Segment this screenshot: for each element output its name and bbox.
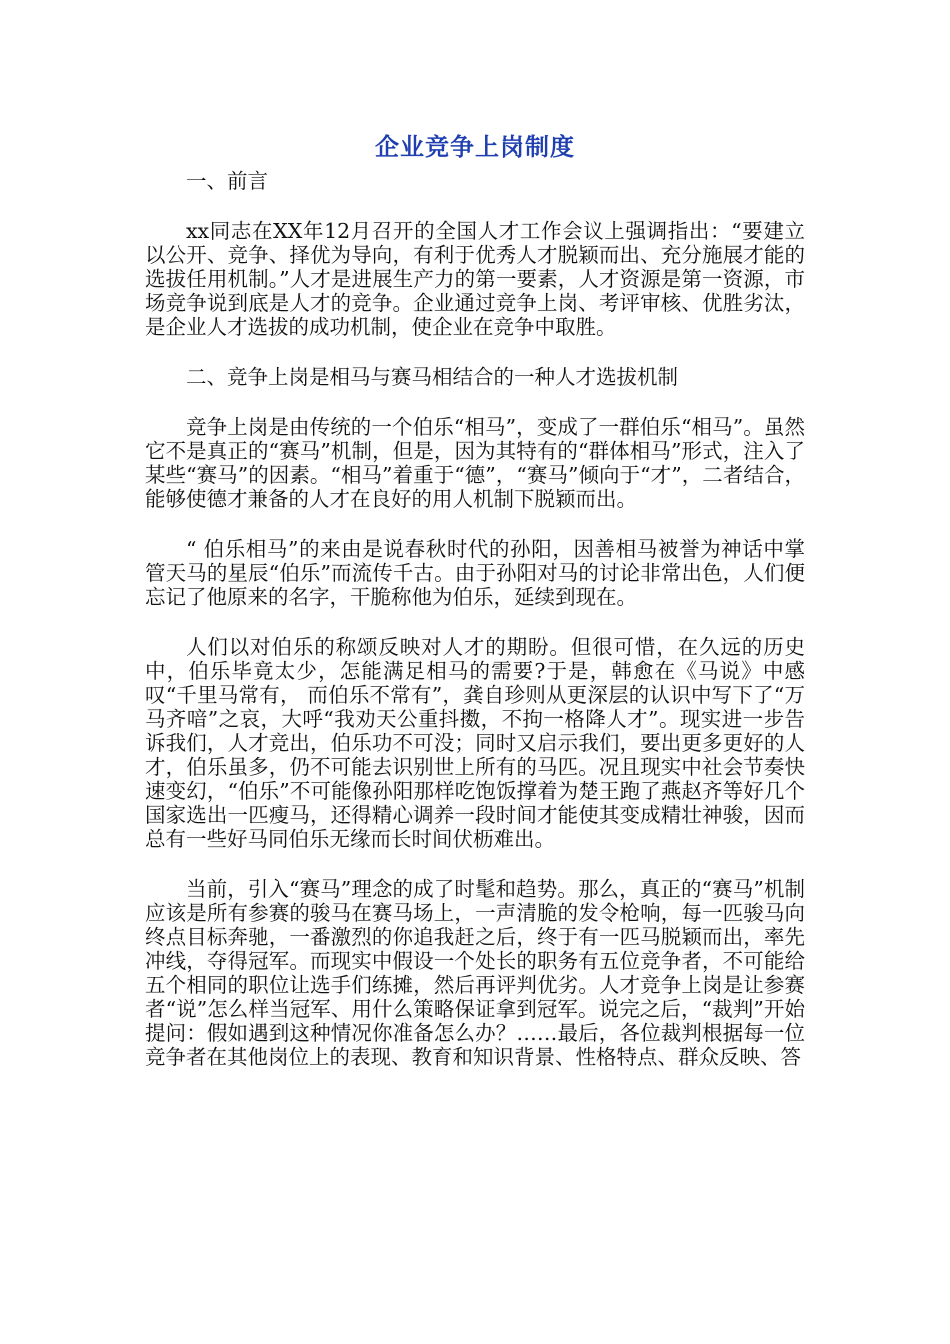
paragraph-2-3: 人们以对伯乐的称颂反映对人才的期盼。但很可惜，在久远的历史中，伯乐毕竟太少，怎能满足相马的需要?于是，韩愈在《马说》中感叹“千里马常有， 而伯乐不常有”，龚自珍则从更深层的认识中写下了“万马齐喑”之哀，大呼“我劝天公重抖擞，不拘一格降人才”。现实进一步告诉我们，人才竞出，伯乐功不可没；同时又启示我们，要出更多更好的人才，伯乐虽多，仍不可能去识别世上所有的马匹。况且现实中社会节奏快速变幻，“伯乐”不可能像孙阳那样吃饱饭撑着为楚王跑了燕赵齐等好几个国家选出一匹瘦马，还得精心调养一段时间才能使其变成精壮神骏，因而总有一些好马同伯乐无缘而长时间伏枥难出。 xyxy=(145,635,805,851)
paragraph-preface: xx同志在XX年12月召开的全国人才工作会议上强调指出：“要建立以公开、竞争、择优为导向，有利于优秀人才脱颖而出、充分施展才能的选拔任用机制。”人才是进展生产力的第一要素，人才资源是第一资源，市场竞争说到底是人才的竞争。企业通过竞争上岗、考评审核、优胜劣汰，是企业人才选拔的成功机制，使企业在竞争中取胜。 xyxy=(145,219,805,339)
document-title: 企业竞争上岗制度 xyxy=(375,133,575,161)
paragraph-2-2: “ 伯乐相马”的来由是说春秋时代的孙阳，因善相马被誉为神话中掌管天马的星辰“伯乐”而流传千古。由于孙阳对马的讨论非常出色，人们便忘记了他原来的名字，干脆称他为伯乐，延续到现在。 xyxy=(145,537,805,609)
document-page xyxy=(145,130,805,1069)
section-heading-preface: 一、前言 xyxy=(186,169,268,193)
paragraph-2-4: 当前，引入“赛马”理念的成了时髦和趋势。那么，真正的“赛马”机制应该是所有参赛的骏马在赛马场上，一声清脆的发令枪响，每一匹骏马向终点目标奔驰，一番激烈的你追我赶之后，终于有一匹马脱颖而出，率先冲线，夺得冠军。而现实中假设一个处长的职务有五位竞争者，不可能给五个相同的职位让选手们练摊，然后再评判优劣。人才竞争上岗是让参赛者“说”怎么样当冠军、用什么策略保证拿到冠军。说完之后，“裁判”开始提问：假如遇到这种情况你准备怎么办？……最后，各位裁判根据每一位竞争者在其他岗位上的表现、教育和知识背景、性格特点、群众反映、答 xyxy=(145,877,805,1069)
paragraph-2-1: 竞争上岗是由传统的一个伯乐“相马”，变成了一群伯乐“相马”。虽然它不是真正的“赛马”机制，但是，因为其特有的“群体相马”形式，注入了某些“赛马”的因素。“相马”着重于“德”，“赛马”倾向于“才”，二者结合，能够使德才兼备的人才在良好的用人机制下脱颖而出。 xyxy=(145,415,805,511)
section-heading-2: 二、竞争上岗是相马与赛马相结合的一种人才选拔机制 xyxy=(186,365,678,389)
